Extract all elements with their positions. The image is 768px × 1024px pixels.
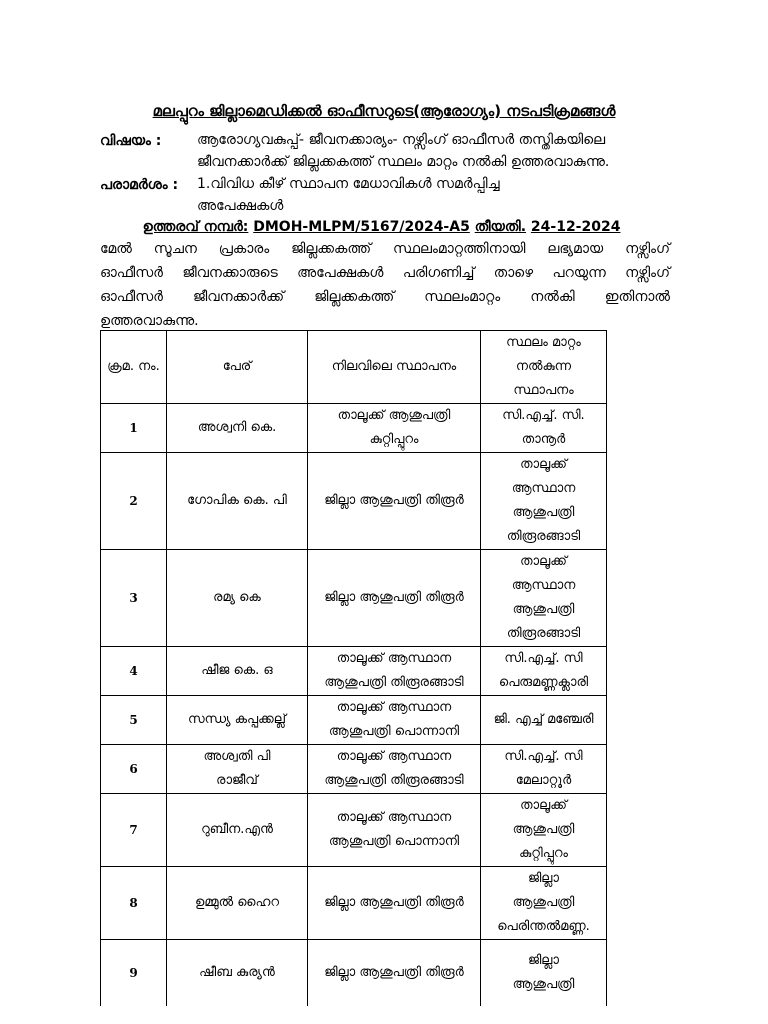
cell-serial-no: 1 [101, 404, 167, 453]
table-row [101, 867, 607, 940]
cell-current-institution [308, 745, 481, 794]
cell-current-institution [308, 794, 481, 867]
cell-current-institution-line: താലൂക്ക് ആസ്ഥാന [336, 700, 452, 715]
cell-name [167, 404, 308, 453]
cell-new-institution [481, 696, 607, 745]
cell-new-institution-line: മേലാറ്റൂർ [515, 773, 572, 788]
cell-current-institution [308, 404, 481, 453]
cell-new-institution-line: തിരൂരങ്ങാടി [506, 626, 581, 641]
reference-text [197, 173, 677, 217]
cell-new-institution-line: താലൂക്ക് [520, 798, 567, 813]
cell-new-institution-line: ജില്ലാ [528, 952, 559, 968]
header-new-line: നൽകുന്ന [515, 359, 572, 374]
table-row [101, 696, 607, 745]
cell-new-institution-line: സി.എച്ച്. സി [504, 749, 583, 764]
cell-new-institution-line: താനൂർ [521, 432, 566, 447]
cell-new-institution-line: പെരുമണ്ണക്ലാരി [498, 675, 589, 690]
cell-new-institution [481, 940, 607, 1006]
header-new-institution [481, 331, 607, 404]
cell-new-institution-line: താലൂക്ക് [520, 554, 567, 569]
cell-new-institution-line: കുറ്റിപ്പുറം [519, 846, 568, 861]
order-body-paragraph [100, 237, 670, 333]
table-row [101, 745, 607, 794]
body-line: ഓഫീസർ ജീവനക്കാരുടെ അപേക്ഷകൾ പരിഗണിച്ച് താഴെ പറയുന്ന നഴ്സിംഗ് [100, 265, 670, 281]
subject-text: ആരോഗ്യവകുപ്പ്- ജീവനക്കാര്യം- നഴ്സിംഗ് ഓഫീസർ തസ്തികയിലെ ജീവനക്കാർക്ക് ജില്ലക്കകത്ത് സ്ഥലം മാറ്റം നൽകി ഉത്തരവാകുന്നു. [197, 132, 610, 170]
header-serial-no: ക്രമ. നം. [101, 331, 167, 404]
table-row [101, 550, 607, 647]
cell-current-institution [308, 940, 481, 1006]
table-row [101, 404, 607, 453]
table-row [101, 647, 607, 696]
cell-new-institution-line: ആശുപത്രി [512, 602, 575, 617]
cell-current-institution [308, 696, 481, 745]
cell-new-institution-line: താലൂക്ക് [520, 457, 567, 472]
transfer-table [100, 330, 607, 1006]
cell-serial-no: 7 [101, 794, 167, 867]
cell-name-line: അശ്വനി കെ. [197, 420, 277, 435]
cell-new-institution [481, 647, 607, 696]
cell-name [167, 453, 308, 550]
cell-name [167, 867, 308, 940]
cell-name-line: അശ്വതി പി [203, 749, 271, 764]
cell-current-institution [308, 647, 481, 696]
cell-name-line: സന്ധ്യ കപ്പക്കല്ല് [188, 712, 286, 727]
cell-current-institution-line: ആശുപത്രി പൊന്നാനി [328, 724, 460, 739]
cell-name-line: ഗോപിക കെ. പി [187, 493, 287, 508]
cell-name [167, 794, 308, 867]
cell-new-institution-line: സി.എച്ച്. സി. [502, 408, 585, 423]
cell-name-line: രമ്യ കെ [213, 590, 261, 605]
cell-new-institution [481, 794, 607, 867]
reference-line: 1.വിവിധ കീഴ് സ്ഥാപന മേധാവികൾ സമർപ്പിച്ച [197, 176, 500, 192]
cell-current-institution [308, 867, 481, 940]
cell-current-institution-line: ആശുപത്രി പൊന്നാനി [328, 834, 460, 849]
cell-new-institution [481, 867, 607, 940]
cell-current-institution-line: ആശുപത്രി തിരൂരങ്ങാടി [324, 773, 464, 788]
cell-serial-no: 8 [101, 867, 167, 940]
cell-serial-no: 3 [101, 550, 167, 647]
cell-current-institution-line: ആശുപത്രി തിരൂരങ്ങാടി [324, 675, 464, 690]
cell-current-institution-line: താലൂക്ക് ആശുപത്രി [337, 408, 451, 423]
cell-new-institution [481, 550, 607, 647]
cell-current-institution-line: ജില്ലാ ആശുപത്രി തിരൂർ [324, 493, 464, 508]
cell-serial-no: 6 [101, 745, 167, 794]
cell-name-line: ഉമ്മുൽ ഹൈറ [195, 895, 279, 910]
cell-current-institution-line: താലൂക്ക് ആസ്ഥാന [336, 651, 452, 666]
header-name: പേര് [167, 331, 308, 404]
order-number-line [0, 217, 768, 237]
cell-new-institution-line: ആശുപത്രി [512, 822, 575, 837]
cell-current-institution-line: കുറ്റിപ്പുറം [369, 432, 419, 447]
body-line: ഉത്തരവാകുന്നു. [100, 313, 199, 329]
cell-new-institution-line: ജില്ലാ [528, 871, 559, 886]
order-date: 24-12-2024 [530, 219, 621, 235]
cell-new-institution-line: ആശുപത്രി [512, 505, 575, 520]
cell-current-institution [308, 550, 481, 647]
cell-new-institution-line: തിരൂരങ്ങാടി [506, 529, 581, 544]
order-number: DMOH-MLPM/5167/2024-A5 [253, 219, 470, 235]
body-line: മേൽ സൂചന പ്രകാരം ജില്ലക്കകത്ത് സ്ഥലംമാറ്റത്തിനായി ലഭ്യമായ നഴ്സിംഗ് [100, 241, 670, 257]
reference-label: പരാമർശം : [100, 177, 179, 193]
cell-serial-no: 4 [101, 647, 167, 696]
cell-new-institution-line: സി.എച്ച്. സി [504, 651, 583, 666]
cell-new-institution-line: പെരിന്തൽമണ്ണ. [497, 919, 590, 934]
cell-name [167, 745, 308, 794]
table-row [101, 453, 607, 550]
table-row [101, 794, 607, 867]
cell-new-institution-line: ആസ്ഥാന [511, 481, 576, 496]
cell-new-institution [481, 404, 607, 453]
table-row [101, 940, 607, 1006]
body-line: ഓഫീസർ ജീവനക്കാർക്ക് ജില്ലക്കകത്ത് സ്ഥലംമാറ്റം നൽകി ഇതിനാൽ [100, 289, 670, 305]
header-new-line: സ്ഥലം മാറ്റം [506, 335, 581, 350]
header-new-line: സ്ഥാപനം [513, 383, 574, 398]
cell-current-institution-line: താലൂക്ക് ആസ്ഥാന [336, 749, 452, 764]
cell-name-line: രാജീവ് [216, 773, 258, 788]
table-body [101, 404, 607, 1006]
cell-current-institution-line: ജില്ലാ ആശുപത്രി തിരൂർ [324, 895, 464, 910]
cell-current-institution [308, 453, 481, 550]
cell-new-institution-line: ആശുപത്രി [512, 895, 575, 910]
order-date-label: തീയതി. [474, 219, 527, 235]
cell-serial-no: 9 [101, 940, 167, 1006]
cell-current-institution-line: ജില്ലാ ആശുപത്രി തിരൂർ [324, 590, 464, 605]
cell-name [167, 550, 308, 647]
cell-current-institution-line: ജില്ലാ ആശുപത്രി തിരൂർ [324, 964, 464, 980]
header-current-institution: നിലവിലെ സ്ഥാപനം [308, 331, 481, 404]
cell-name [167, 940, 308, 1006]
cell-name-line: ഷീജ കെ. ഒ [201, 663, 273, 678]
cell-current-institution-line: താലൂക്ക് ആസ്ഥാന [336, 810, 452, 825]
reference-line: അപേക്ഷകൾ [197, 198, 284, 214]
cell-name-line: ഷീബ കുര്യൻ [199, 964, 275, 980]
cell-new-institution [481, 745, 607, 794]
cell-serial-no: 2 [101, 453, 167, 550]
cell-name [167, 647, 308, 696]
cell-new-institution [481, 453, 607, 550]
document-heading: മലപ്പുറം ജില്ലാമെഡിക്കൽ ഓഫീസറുടെ(ആരോഗ്യം) നടപടിക്രമങ്ങൾ [152, 102, 616, 120]
table-header-row [101, 331, 607, 404]
cell-new-institution-line: ജി. എച്ച് മഞ്ചേരി [493, 712, 594, 727]
cell-name-line: റുബീന.എൻ [201, 822, 273, 837]
subject-label: വിഷയം : [100, 133, 162, 149]
cell-name [167, 696, 308, 745]
cell-new-institution-line: ആസ്ഥാന [511, 578, 576, 593]
order-label: ഉത്തരവ് നമ്പർ: [142, 219, 249, 235]
cell-new-institution-line: ആശുപത്രി [512, 976, 575, 992]
cell-serial-no: 5 [101, 696, 167, 745]
